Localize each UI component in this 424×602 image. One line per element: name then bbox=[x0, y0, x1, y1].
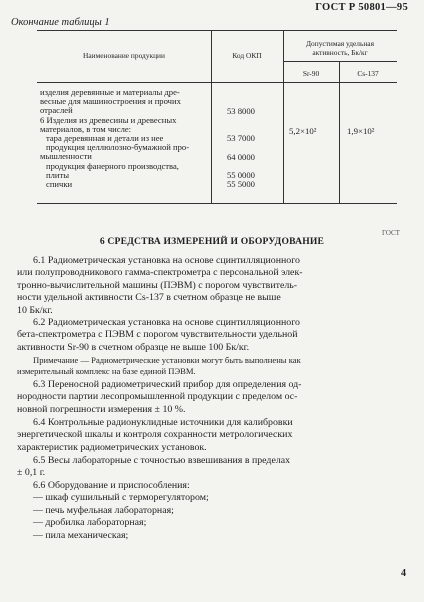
standard-number: ГОСТ Р 50801—95 bbox=[315, 2, 408, 13]
table-row-product: спички bbox=[46, 179, 73, 189]
table-cell-code: 53 8000 bbox=[227, 106, 255, 116]
column-header-cs137: Cs-137 bbox=[357, 69, 379, 78]
table-cell-sr90: 5,2×10² bbox=[289, 126, 317, 136]
section-title: 6 СРЕДСТВА ИЗМЕРЕНИЙ И ОБОРУДОВАНИЕ bbox=[99, 236, 325, 247]
table-row-product: продукция целлюлозно-бумажной про- мышленности bbox=[40, 142, 190, 162]
table-row-product: изделия деревянные и материалы дре- весные для машиностроения и прочих отраслей bbox=[40, 87, 181, 116]
page-number: 4 bbox=[401, 568, 406, 579]
column-divider bbox=[283, 31, 284, 203]
products-table bbox=[37, 30, 397, 204]
column-header-code: Код ОКП bbox=[232, 51, 262, 60]
paragraph-6-2: 6.2 Радиометрическая установка на основе сцинтилляционного бета-спектрометра с ПЭВМ с порогом чувствительности удельной активности Sr-90 в счетном образце не выше 100 Бк/кг. bbox=[17, 317, 300, 353]
paragraph-6-5: 6.5 Весы лабораторные с точностью взвешивания в пределах ± 0,1 г. bbox=[17, 455, 291, 479]
column-header-sr90: Sr-90 bbox=[302, 69, 320, 78]
table-row-product: продукция фанерного производства, плиты bbox=[46, 161, 179, 181]
note: Примечание — Радиометрические установки могут быть выполнены как измерительный комплекс на базе единой ПЭВМ. bbox=[17, 355, 301, 376]
subheader-divider bbox=[283, 61, 397, 62]
page-mark: ГОСТ bbox=[382, 229, 400, 237]
header-divider bbox=[37, 82, 397, 83]
table-cell-cs137: 1,9×10² bbox=[347, 126, 375, 136]
column-header-activity: Допустимая удельная активность, Бк/кг bbox=[306, 39, 374, 57]
table-row-product: тара деревянная и детали из нее bbox=[46, 133, 164, 143]
table-cell-code: 55 0000 bbox=[227, 170, 255, 180]
column-header-product: Наименование продукции bbox=[83, 51, 165, 60]
table-caption: Окончание таблицы 1 bbox=[11, 17, 110, 28]
paragraph-6-1: 6.1 Радиометрическая установка на основе сцинтилляционного или полупроводникового гамма-спектрометра с персональной элек- тронно-вычислительной машины (ПЭВМ) с порогом чувствитель- ности удельной активности Cs-137 в счетном образце не выше 10 Бк/кг. bbox=[17, 255, 303, 316]
table-cell-code: 64 0000 bbox=[227, 152, 255, 162]
table-cell-code: 55 5000 bbox=[227, 179, 255, 189]
paragraph-6-6: 6.6 Оборудование и приспособления: — шкаф сушильный с терморегулятором; — печь муфельная лабораторная; — дробилка лабораторная; — пила механическая; bbox=[33, 480, 209, 541]
paragraph-6-3: 6.3 Переносной радиометрический прибор для определения од- нородности партии лесопромышленной продукции с пределом ос- новной погрешности измерения ± 10 %. bbox=[17, 379, 302, 415]
table-row-product: 6 Изделия из древесины и древесных материалов, в том числе: bbox=[40, 115, 177, 135]
paragraph-6-4: 6.4 Контрольные радионуклидные источники для калибровки энергетической шкалы и контроля сохранности метрологических характеристик радиометрических установок. bbox=[17, 417, 293, 453]
table-cell-code: 53 7000 bbox=[227, 133, 255, 143]
